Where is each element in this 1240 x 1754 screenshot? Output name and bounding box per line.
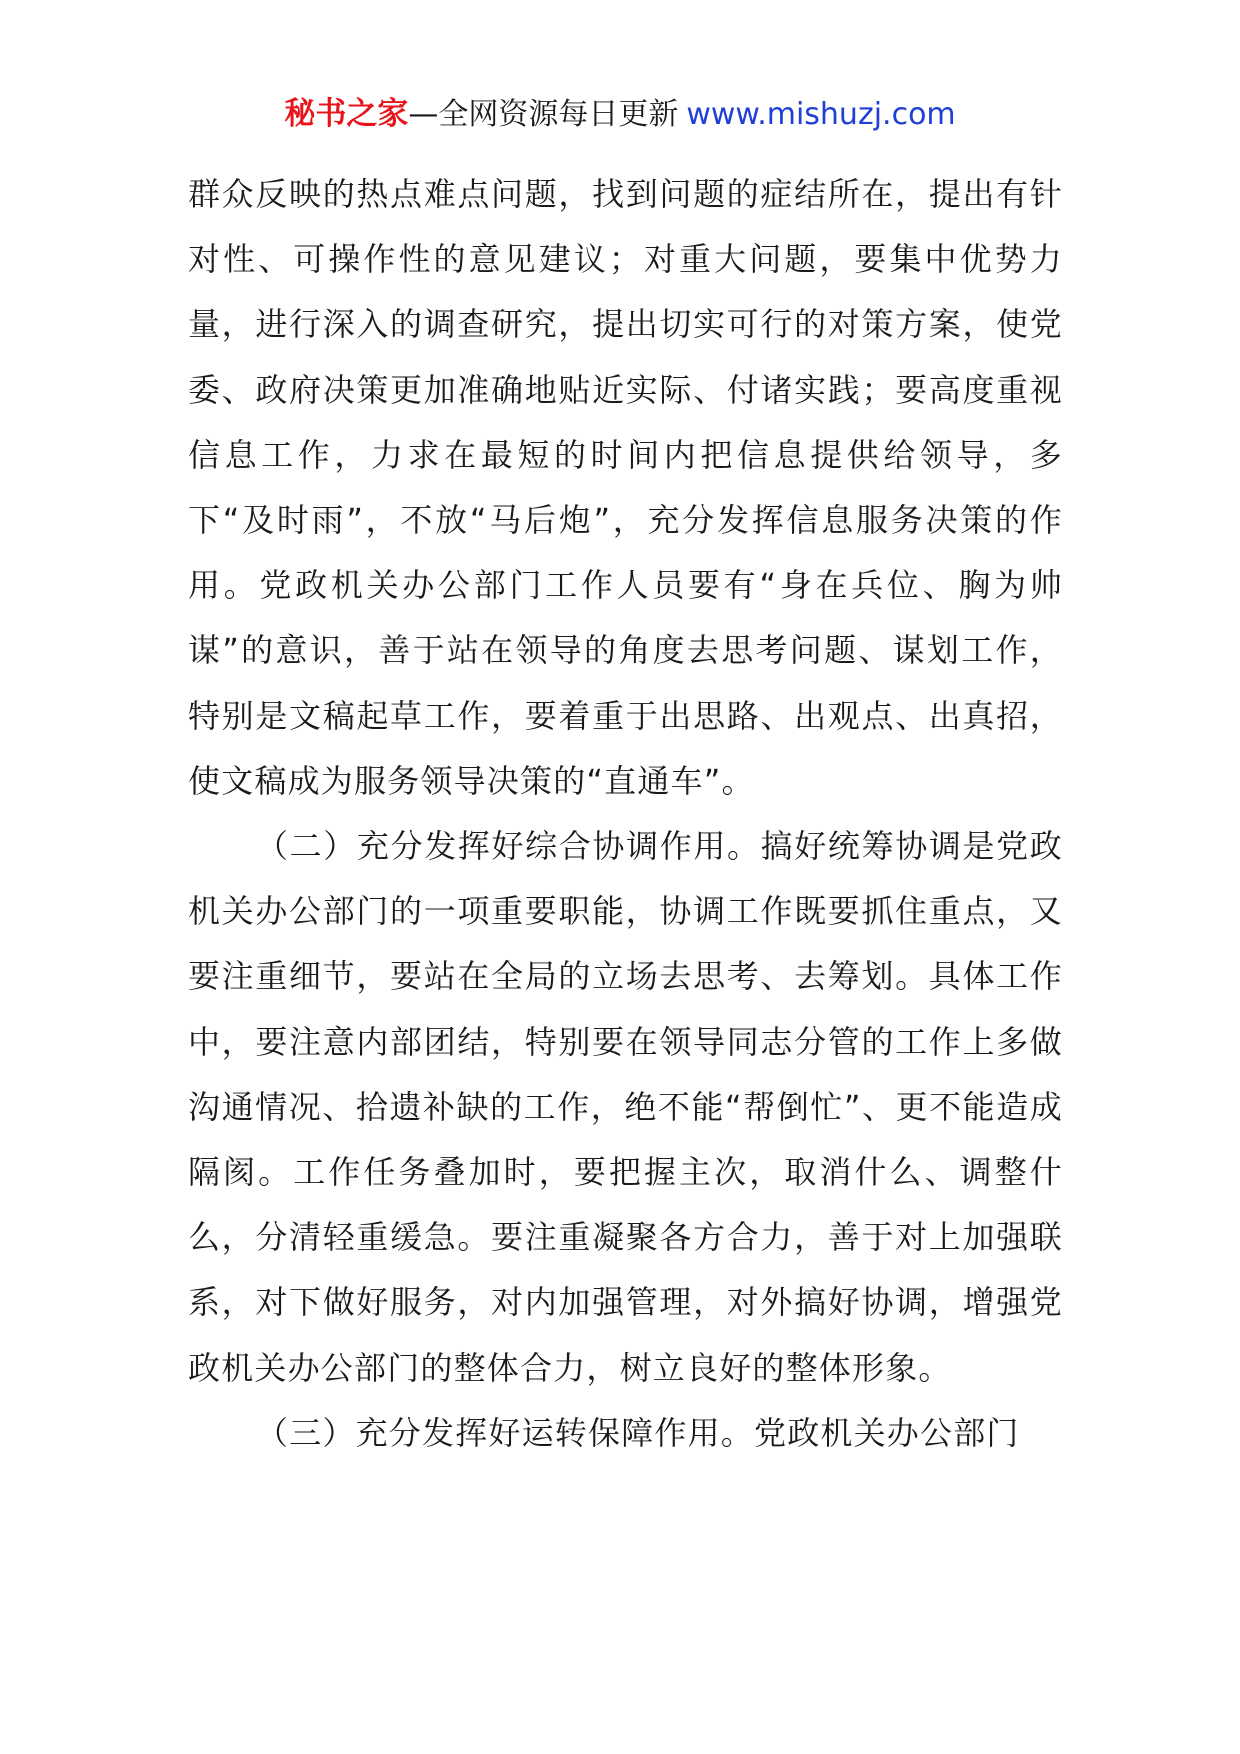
brand-name: 秘书之家: [284, 96, 409, 132]
site-header: [0, 92, 1240, 137]
site-url-link[interactable]: www.mishuzj.com: [686, 97, 956, 132]
header-tagline: —全网资源每日更新: [408, 97, 679, 132]
paragraph-1: 群众反映的热点难点问题，找到问题的症结所在，提出有针对性、可操作性的意见建议；对重大问题，要集中优势力量，进行深入的调查研究，提出切实可行的对策方案，使党委、政府决策更加准确地贴近实际、付诸实践；要高度重视信息工作，力求在最短的时间内把信息提供给领导，多下“及时雨”，不放“马后炮”，充分发挥信息服务决策的作用。党政机关办公部门工作人员要有“身在兵位、胸为帅谋”的意识，善于站在领导的角度去思考问题、谋划工作，特别是文稿起草工作，要着重于出思路、出观点、出真招，使文稿成为服务领导决策的“直通车”。: [188, 175, 1063, 800]
document-body: [188, 162, 1063, 1466]
paragraph-3: （三）充分发挥好运转保障作用。党政机关办公部门: [256, 1413, 1020, 1452]
paragraph-2: （二）充分发挥好综合协调作用。搞好统筹协调是党政机关办公部门的一项重要职能，协调工作既要抓住重点，又要注重细节，要站在全局的立场去思考、去筹划。具体工作中，要注意内部团结，特别要在领导同志分管的工作上多做沟通情况、拾遗补缺的工作，绝不能“帮倒忙”、更不能造成隔阂。工作任务叠加时，要把握主次，取消什么、调整什么，分清轻重缓急。要注重凝聚各方合力，善于对上加强联系，对下做好服务，对内加强管理，对外搞好协调，增强党政机关办公部门的整体合力，树立良好的整体形象。: [188, 827, 1063, 1387]
